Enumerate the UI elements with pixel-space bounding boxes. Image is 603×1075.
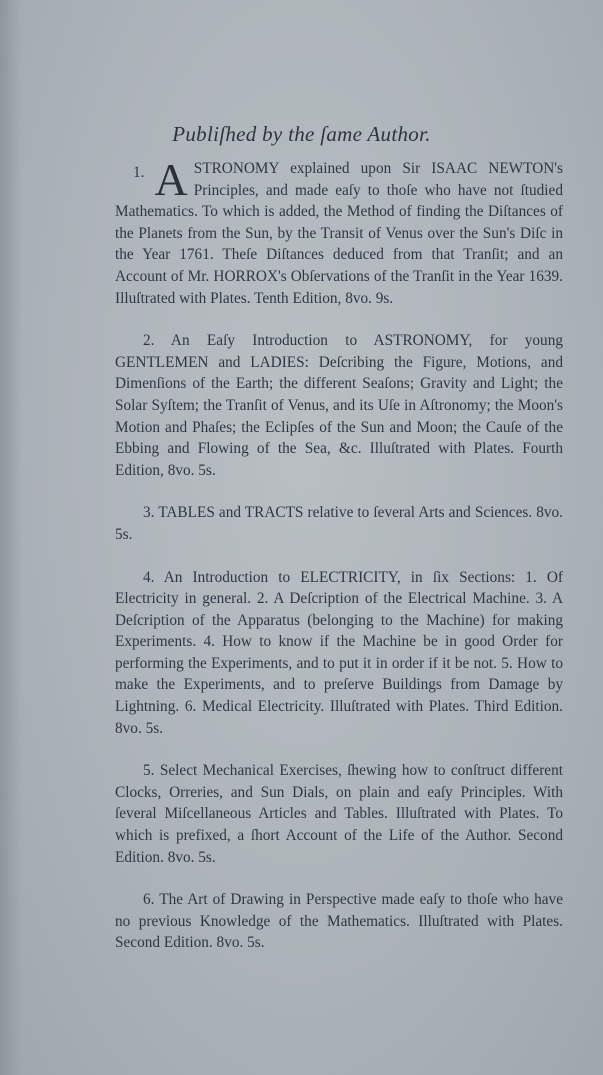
page-edge-shadow: [0, 0, 22, 1075]
entry-text: 6. The Art of Drawing in Perspective made eaſy to thoſe who have no previous Knowledge of the Mathematics. Illuſtrated with Plates. Second Edition. 8vo. 5s.: [115, 891, 563, 952]
entry-text: 4. An Introduction to ELECTRICITY, in ſix Sections: 1. Of Electricity in general. 2. A Deſcription of the Electrical Machine. 3. A Deſcription of the Apparatus (belonging to the Machine) for making Experiments. 4. How to know if the Machine be in good Order for performing the Experiments, and to put it in order if it be not. 5. How to make the Experiments, and to preſerve Buildings from Damage by Lightning. 6. Medical Electricity. Illuſtrated with Plates. Third Edition. 8vo. 5s.: [115, 568, 563, 737]
list-item: [115, 330, 563, 481]
drop-cap: A: [154, 154, 188, 205]
list-item: [115, 154, 563, 309]
list-item: [115, 567, 563, 740]
entry-number: 1.: [133, 164, 145, 181]
publication-list: [115, 154, 563, 975]
list-item: [115, 760, 563, 868]
page-header: Publiſhed by the ſame Author.: [172, 122, 431, 146]
list-item: [115, 889, 563, 954]
entry-text: 3. TABLES and TRACTS relative to ſeveral Arts and Sciences. 8vo. 5s.: [115, 504, 563, 543]
entry-text: 5. Select Mechanical Exercises, ſhewing how to conſtruct different Clocks, Orreries, and Sun Dials, on plain and eaſy Principles. With ſeveral Miſcellaneous Articles and Tables. Illuſtrated with Plates. To which is prefixed, a ſhort Account of the Life of the Author. Second Edition. 8vo. 5s.: [115, 762, 563, 866]
entry-text: 2. An Eaſy Introduction to ASTRONOMY, for young GENTLEMEN and LADIES: Deſcribing the Figure, Motions, and Dimenſions of the Earth; the different Seaſons; Gravity and Light; the Solar Syſtem; the Tranſit of Venus, and its Uſe in Aſtronomy; the Moon's Motion and Phaſes; the Eclipſes of the Sun and Moon; the Cauſe of the Ebbing and Flowing of the Sea, &c. Illuſtrated with Plates. Fourth Edition, 8vo. 5s.: [115, 332, 563, 479]
entry-text: STRONOMY explained upon Sir ISAAC NEWTON's Principles, and made eaſy to thoſe who have not ſtudied Mathematics. To which is added, the Method of finding the Diſtances of the Planets from the Sun, by the Transit of Venus over the Sun's Diſc in the Year 1761. Theſe Diſtances deduced from that Tranſit; and an Account of Mr. HORROX's Obſervations of the Tranſit in the Year 1639. Illuſtrated with Plates. Tenth Edition, 8vo. 9s.: [115, 160, 563, 307]
list-item: [115, 502, 563, 545]
